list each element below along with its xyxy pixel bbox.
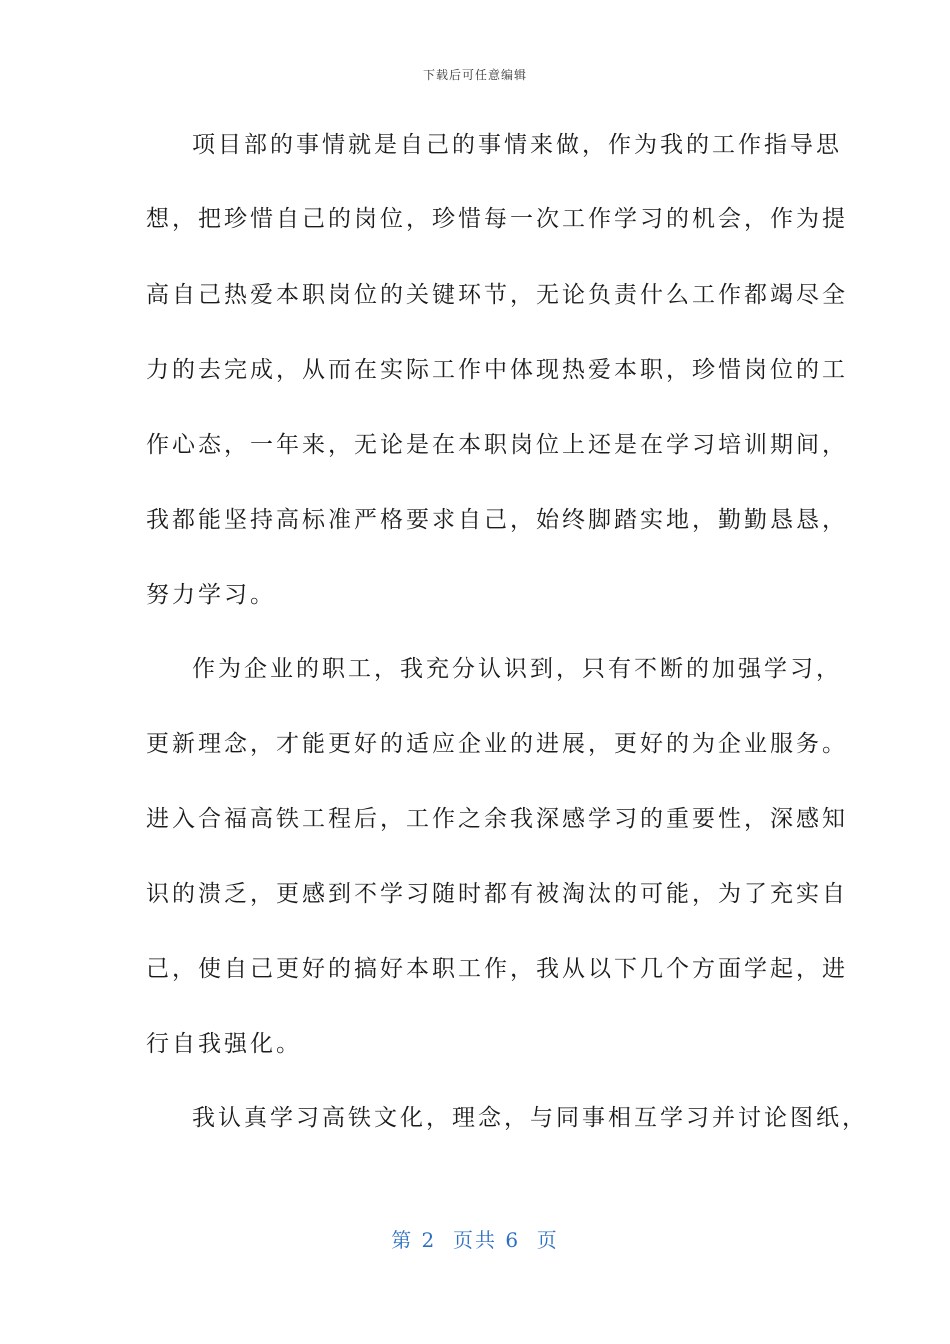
text-line: 我都能坚持高标准严格要求自己，始终脚踏实地，勤勤恳恳， [146, 507, 848, 533]
text-line: 识的溃乏，更感到不学习随时都有被淘汰的可能，为了充实自 [146, 881, 848, 907]
text-line: 想，把珍惜自己的岗位，珍惜每一次工作学习的机会，作为提 [146, 206, 848, 232]
text-line: 己，使自己更好的搞好本职工作，我从以下几个方面学起，进 [146, 956, 848, 982]
text-line: 我认真学习高铁文化，理念，与同事相互学习并讨论图纸， [192, 1105, 868, 1131]
text-line: 力的去完成，从而在实际工作中体现热爱本职，珍惜岗位的工 [146, 357, 848, 383]
text-line: 项目部的事情就是自己的事情来做，作为我的工作指导思 [192, 132, 842, 158]
text-line: 作为企业的职工，我充分认识到，只有不断的加强学习， [192, 656, 842, 682]
page-header: 下载后可任意编辑 [422, 68, 527, 82]
page-footer: 第 2 页共 6 页 [391, 1228, 559, 1252]
text-line: 努力学习。 [146, 582, 276, 608]
text-line: 作心态，一年来，无论是在本职岗位上还是在学习培训期间， [146, 432, 848, 458]
text-line: 行自我强化。 [146, 1031, 302, 1057]
text-line: 高自己热爱本职岗位的关键环节，无论负责什么工作都竭尽全 [146, 282, 848, 308]
text-line: 更新理念，才能更好的适应企业的进展，更好的为企业服务。 [146, 731, 848, 757]
text-line: 进入合福高铁工程后，工作之余我深感学习的重要性，深感知 [146, 806, 848, 832]
